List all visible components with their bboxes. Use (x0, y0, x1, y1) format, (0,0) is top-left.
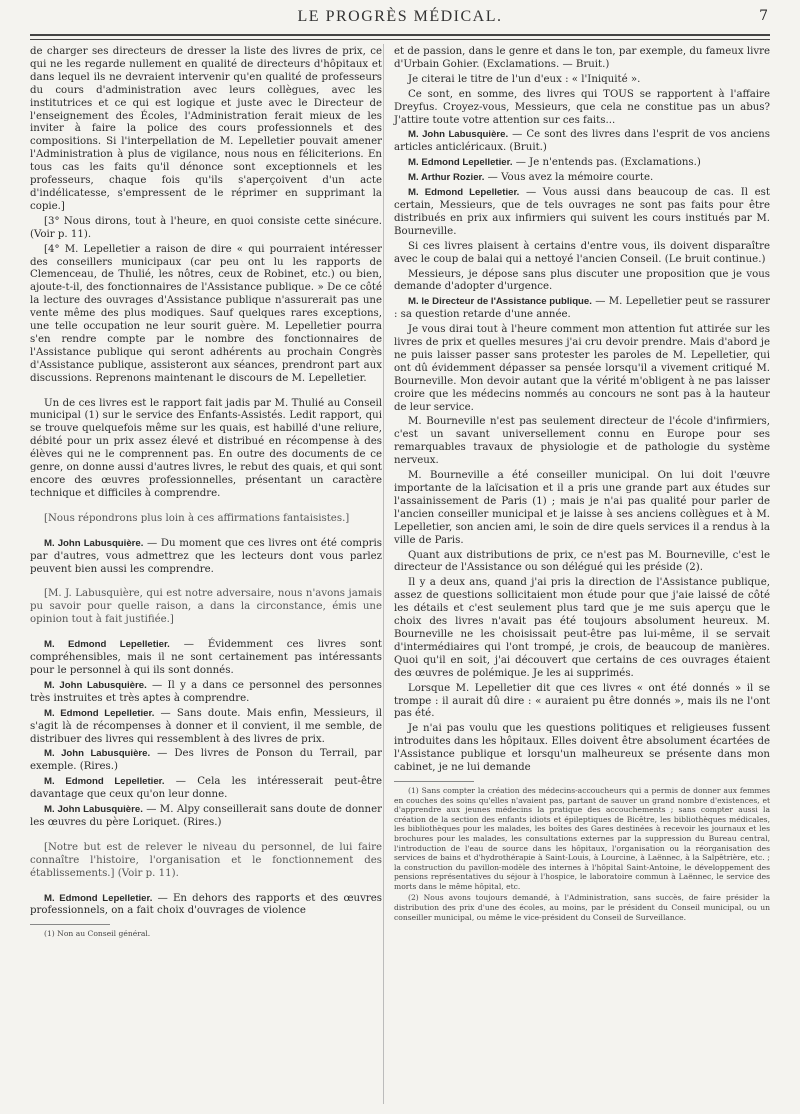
paragraph: et de passion, dans le genre et dans le ton, par exemple, du fameux livre d'Urbain Gohier. (Exclamations. — Bruit.) (394, 46, 770, 70)
paragraph: Lorsque M. Lepelletier dit que ces livres « ont été donnés » il se trompe : il aurait dû dire : « auraient pu être donnés », mais ils ne l'ont pas été. (394, 682, 770, 720)
speech (30, 538, 382, 577)
footnote: (1) Sans compter la création des médecins-accoucheurs qui a permis de donner aux femmes en couches des soins qu'elles n'avaient pas, partant de sauver un grand nombre d'existences, et d'apprendre aux jeunes médecins la pratique des accouchements ; sans compter aussi la création de la section des enfants idiots et épileptiques de Bicêtre, les bibliothèques médicales, les bibliothèques pour les malades, les boîtes des Gares destinées à recevoir les journaux et les brochures pour les malades, les consultations externes par la suppression du Bureau central, l'introduction de l'eau de source dans les hôpitaux, l'organisation ou la réorganisation des services de bains et d'hydrothérapie à Saint-Louis, à Lourcine, à Laënnec, à la Salpêtrière, etc. ; la construction du pavillon-modèle des internes à l'hôpital Saint-Antoine, le développement des pensions représentatives du séjour à l'hospice, le laboratoire commun à Laënnec, le service des morts dans le même hôpital, etc. (394, 785, 770, 891)
paragraph: de charger ses directeurs de dresser la liste des livres de prix, ce qui ne les regarde nullement en qualité de directeurs d'hôpitaux et dans lequel ils ne devraient intervenir qu'en qualité de professeurs du cours d'administration avec leurs collègues, avec les institutrices et ce qui est logique et juste avec le Directeur de l'enseignement des Écoles, l'Administration ferait mieux de les inviter à faire la police des cours professionnels et des compositions. Si l'interpellation de M. Lepelletier pouvait amener l'Administration à plus de vigilance, nous nous en féliciterions. En tous cas les faits qu'il dénonce sont exceptionnels et les professeurs, chaque fois qu'ils s'aperçoivent d'un acte d'indélicatesse, s'empressent de le réprimer en supprimant la copie.] (30, 46, 382, 212)
speaker-name: M. John Labusquière. (44, 748, 151, 760)
paragraph: Ce sont, en somme, des livres qui TOUS se rapportent à l'affaire Dreyfus. Croyez-vous, Messieurs, que cela ne constitue pas un abus? J'attire toute votre attention sur ces faits... (394, 88, 770, 126)
paragraph: Je n'ai pas voulu que les questions politiques et religieuses fussent introduites dans les hôpitaux. Elles doivent être absolument écartées de l'Assistance publique et lorsqu'un malheureux se présente dans mon cabinet, je ne lui demande (394, 723, 770, 774)
speech (30, 708, 382, 747)
speech (394, 187, 770, 239)
speech (30, 748, 382, 774)
speech (30, 776, 382, 802)
speech (30, 804, 382, 830)
speaker-name: M. John Labusquière. (44, 537, 144, 549)
editor-note: [Nous répondrons plus loin à ces affirmations fantaisistes.] (44, 512, 350, 524)
speech-text: — M. Alpy conseillerait sans doute de donner les œuvres du père Loriquet. (Rires.) (30, 804, 382, 828)
running-header (30, 6, 770, 34)
speaker-name: M. Edmond Lepelletier. (44, 892, 153, 904)
speech-text: — M. Lepelletier peut se rassurer : sa question retarde d'une année. (394, 296, 770, 321)
speech (394, 129, 770, 155)
speaker-name: M. John Labusquière. (44, 804, 143, 816)
paragraph: Quant aux distributions de prix, ce n'est pas M. Bourneville, c'est le directeur de l'Assistance ou son délégué qui les préside (2). (394, 549, 770, 574)
footnote-rule (30, 924, 110, 925)
page-number: 7 (759, 8, 768, 24)
paragraph: Il y a deux ans, quand j'ai pris la direction de l'Assistance publique, assez de questions sollicitaient mon étude pour que j'aie laissé de côté les détails et c'est seulement plus tard que je me suis aperçu que le choix des livres n'avait pas été toujours absolument heureux. M. Bourneville ne les choisissait peut-être pas lui-même, il se servait d'intermédiaires qui l'ont trompé, je crois, de beaucoup de manières. Quoi qu'il en soit, j'ai découvert que certains de ces ouvrages étaient des œuvres de polémique. Je les ai supprimés. (394, 577, 770, 679)
paragraph: Je citerai le titre de l'un d'eux : « l'Iniquité ». (408, 73, 641, 85)
speech-text: — Évidemment ces livres sont compréhensibles, mais il ne sont certainement pas intéressants pour le personnel à qui ils sont donnés. (30, 639, 382, 676)
paragraph: M. Bourneville n'est pas seulement directeur de l'école d'infirmiers, c'est un savant universellement connu en Europe pour ses remarquables travaux de physiologie et de pathologie du système nerveux. (394, 416, 770, 467)
speech-text: — Il y a dans ce personnel des personnes très instruites et très aptes à comprendre. (30, 679, 382, 704)
speech (30, 893, 382, 919)
editor-note: [M. J. Labusquière, qui est notre adversaire, nous n'avons jamais pu savoir pour quelle raison, a dans la circonstance, émis une opinion tout à fait justifiée.] (30, 588, 382, 626)
speaker-name: M. Edmond Lepelletier. (44, 707, 155, 719)
speech-text: — Du moment que ces livres ont été compris par d'autres, vous admettrez que les lecteurs dont vous parlez peuvent bien aussi les comprendre. (30, 537, 382, 575)
speech-text: — En dehors des rapports et des œuvres professionnels, on a fait choix d'ouvrages de violence (30, 892, 382, 917)
footnote: (2) Nous avons toujours demandé, à l'Administration, sans succès, de faire présider la distribution des prix d'une des écoles, au moins, par le président du Conseil municipal, ou un conseiller municipal, ou même le vice-président du Conseil de Surveillance. (394, 893, 770, 922)
column-divider (383, 44, 384, 1104)
speaker-name: M. Arthur Rozier. (408, 172, 485, 184)
paragraph: Je vous dirai tout à l'heure comment mon attention fut attirée sur les livres de prix et quelles mesures j'ai cru devoir prendre. Mais d'abord je ne puis laisser passer sans protester les paroles de M. Lepelletier, qui ont dû évidemment dépasser sa pensée lorsqu'il a vivement critiqué M. Bourneville. Mon devoir autant que la vérité m'obligent à ne pas laisser croire que les médecins nommés au concours ne sont pas à la hauteur de leur service. (394, 324, 770, 413)
speaker-name: M. John Labusquière. (44, 679, 147, 691)
speech (30, 639, 382, 678)
speaker-name: M. Edmond Lepelletier. (44, 639, 170, 651)
header-rule-thin (30, 39, 770, 40)
speech-text: — Ce sont des livres dans l'esprit de vos anciens articles anticléricaux. (Bruit.) (394, 129, 770, 154)
paragraph: [4° M. Lepelletier a raison de dire « qui pourraient intéresser des conseillers municipaux (car peu ont lu les rapports de Clemenceau, de Thulié, les nôtres, ceux de Robinet, etc.) ou bien, ajoute-t-il, des fonctionnaires de l'Assistance publique. » De ce côté la lecture des ouvrages d'Assistance publique n'assurerait pas une vente même des plus modiques. Sauf quelques rares exceptions, une telle occupation ne leur sourit guère. M. Lepelletier pourra s'en rendre compte par le nombre des fonctionnaires de l'Assistance publique qui seront adhérents au prochain Congrès d'Assistance publique, assisteront aux séances, prendront part aux discussions. Reprenons maintenant le discours de M. Lepelletier. (30, 243, 382, 384)
speaker-name: M. Edmond Lepelletier. (408, 157, 513, 169)
footnote-rule (394, 781, 474, 782)
speaker-name: M. le Directeur de l'Assistance publique. (408, 296, 592, 308)
paragraph: Messieurs, je dépose sans plus discuter une proposition que je vous demande d'adopter d'urgence. (394, 268, 770, 293)
footnote: (1) Non au Conseil général. (44, 929, 151, 939)
header-rule (30, 34, 770, 36)
editor-note: [Notre but est de relever le niveau du personnel, de lui faire connaître l'histoire, l'organisation et le fonctionnement des établissements.] (Voir p. 11). (30, 841, 382, 879)
speech (394, 157, 770, 170)
speech-text: — Sans doute. Mais enfin, Messieurs, il s'agit là de récompenses à donner et il convient, il me semble, de distribuer des livres qui ressemblent à des livres de prix. (30, 707, 382, 745)
speaker-name: M. Edmond Lepelletier. (408, 187, 520, 199)
speech-text: — Des livres de Ponson du Terrail, par exemple. (Rires.) (30, 748, 382, 773)
speaker-name: M. John Labusquière. (408, 129, 509, 141)
paragraph: [3° Nous dirons, tout à l'heure, en quoi consiste cette sinécure. (Voir p. 11). (30, 215, 382, 240)
paragraph: Un de ces livres est le rapport fait jadis par M. Thulié au Conseil municipal (1) sur le service des Enfants-Assistés. Ledit rapport, qui se trouve quelquefois même sur les quais, est habillé d'une reliure, débité pour un prix assez élevé et distribué en récompense à des élèves qui ne le comprennent pas. En outre des documents de ce genre, on donne aussi d'autres livres, le rebut des quais, et qui sont encore des œuvres professionnelles, présentant un caractère technique et difficiles à comprendre. (30, 397, 382, 499)
speech-text: — Vous aussi dans beaucoup de cas. Il est certain, Messieurs, que de tels ouvrages ne sont pas faits pour être distribués en prix aux infirmiers qui suivent les cours institués par M. Bourneville. (394, 187, 770, 237)
speaker-name: M. Edmond Lepelletier. (44, 776, 165, 788)
left-column (30, 46, 382, 941)
speech-text: — Je n'entends pas. (Exclamations.) (515, 157, 701, 169)
speech (30, 680, 382, 706)
speech-text: — Cela les intéresserait peut-être davantage que ceux qu'on leur donne. (30, 776, 382, 801)
speech-text: — Vous avez la mémoire courte. (487, 172, 654, 184)
journal-title: LE PROGRÈS MÉDICAL. (297, 8, 503, 25)
right-column (394, 46, 770, 924)
paragraph: M. Bourneville a été conseiller municipal. On lui doit l'œuvre importante de la laïcisation et il a pris une grande part aux études sur l'assainissement de Paris (1) ; mais je n'ai pas qualité pour parler de l'ancien conseiller municipal et je laisse à ses anciens collègues et à M. Lepelletier, son ancien ami, le soin de dire quels services il a rendus à la ville de Paris. (394, 470, 770, 546)
paragraph: Si ces livres plaisent à certains d'entre vous, ils doivent disparaître avec le coup de balai qui a nettoyé l'ancien Conseil. (Le bruit continue.) (394, 240, 770, 265)
speech (394, 296, 770, 322)
speech (394, 172, 770, 185)
